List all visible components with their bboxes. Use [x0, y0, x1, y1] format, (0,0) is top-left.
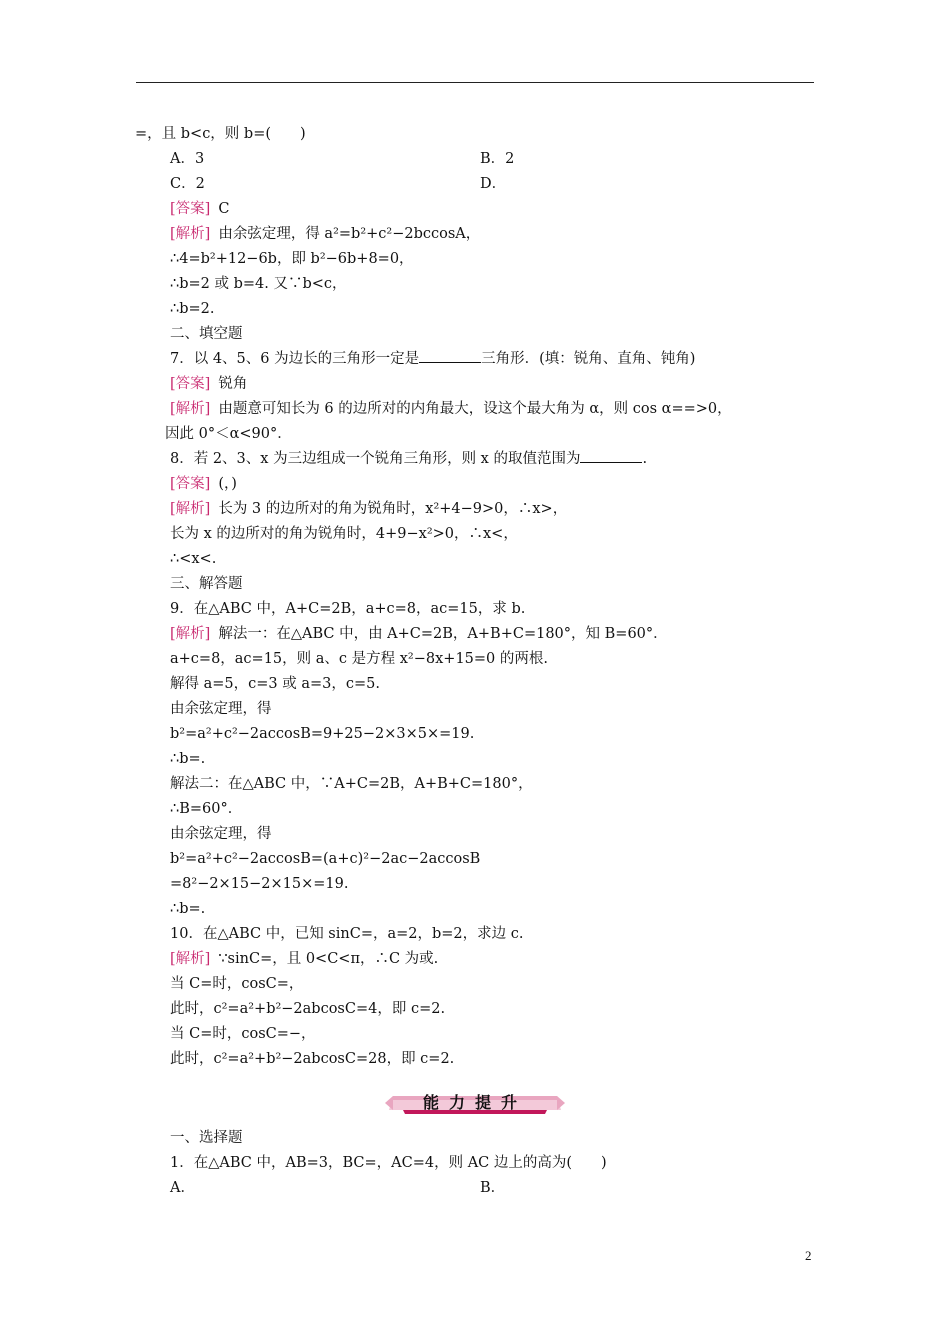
- text-line: 因此 0°＜α<90°．: [165, 426, 292, 442]
- answer-tag: [答案]: [170, 376, 211, 392]
- analysis-tag: [解析]: [170, 401, 211, 417]
- text-line: ∴b=2 或 b=4. 又∵b<c，: [170, 276, 347, 292]
- answer-line: [答案] 锐角: [170, 376, 248, 392]
- text-line: =8²−2×15−2×15×=19.: [170, 876, 349, 892]
- section-heading: 三、解答题: [170, 576, 243, 592]
- option-a: A．: [170, 1180, 195, 1196]
- section-banner: [385, 1090, 565, 1116]
- text-line: 此时，c²=a²+b²−2abcosC=28，即 c=2.: [170, 1051, 455, 1067]
- section-heading: 二、填空题: [170, 326, 243, 342]
- text-line: a+c=8，ac=15，则 a、c 是方程 x²−8x+15=0 的两根.: [170, 651, 548, 667]
- option-a: A．3: [170, 151, 205, 167]
- text-line: 解得 a=5，c=3 或 a=3，c=5.: [170, 676, 380, 692]
- analysis-line: [解析] 长为 3 的边所对的角为锐角时，x²+4−9>0，∴x>，: [170, 501, 568, 517]
- analysis-line: [解析] 由余弦定理，得 a²=b²+c²−2bccosA，: [170, 226, 481, 242]
- answer-tag: [答案]: [170, 201, 211, 217]
- question-9: 9．在△ABC 中，A+C=2B，a+c=8，ac=15，求 b.: [170, 601, 526, 617]
- text-line: 解法二：在△ABC 中，∵A+C=2B，A+B+C=180°，: [170, 776, 533, 792]
- option-d: D．: [480, 176, 507, 192]
- option-row: [170, 174, 507, 194]
- analysis-tag: [解析]: [170, 626, 211, 642]
- answer-line: [答案] C: [170, 201, 230, 217]
- page-number: 2: [805, 1248, 812, 1263]
- option-b: B．: [480, 1180, 506, 1196]
- question-1: 1．在△ABC 中，AB=3，BC=，AC=4，则 AC 边上的高为( ): [170, 1155, 607, 1171]
- banner-title: 能力提升: [422, 1093, 527, 1112]
- section-heading: 一、选择题: [170, 1130, 243, 1146]
- question-10: 10．在△ABC 中，已知 sinC=，a=2，b=2，求边 c.: [170, 926, 524, 942]
- option-row: [170, 149, 515, 169]
- header-rule: [136, 82, 814, 83]
- text-line: 当 C=时，cosC=，: [170, 976, 304, 992]
- analysis-tag: [解析]: [170, 951, 211, 967]
- analysis-line: [解析] 解法一：在△ABC 中，由 A+C=2B，A+B+C=180°，知 B=60°．: [170, 626, 668, 642]
- fill-blank: [580, 449, 642, 463]
- text-line: b²=a²+c²−2accosB=9+25−2×3×5×=19.: [170, 726, 475, 742]
- option-row: [170, 1178, 506, 1198]
- text-line: ∴<x<.: [170, 551, 217, 567]
- text-line: 由余弦定理，得: [170, 826, 272, 842]
- option-b: B．2: [480, 151, 515, 167]
- text-line: 此时，c²=a²+b²−2abcosC=4，即 c=2.: [170, 1001, 446, 1017]
- text-line: 由余弦定理，得: [170, 701, 272, 717]
- text-line: ∴b=.: [170, 751, 206, 767]
- text-line: ∴B=60°．: [170, 801, 243, 817]
- option-c: C．2: [170, 176, 205, 192]
- text-line: ∴b=2.: [170, 301, 215, 317]
- text-line: b²=a²+c²−2accosB=(a+c)²−2ac−2accosB: [170, 851, 481, 867]
- analysis-tag: [解析]: [170, 226, 211, 242]
- answer-tag: [答案]: [170, 476, 211, 492]
- text-line: 当 C=时，cosC=−，: [170, 1026, 316, 1042]
- analysis-line: [解析] ∵sinC=，且 0<C<π，∴C 为或.: [170, 951, 439, 967]
- analysis-line: [解析] 由题意可知长为 6 的边所对的内角最大，设这个最大角为 α，则 cos α==>0，: [170, 401, 732, 417]
- question-8: 8．若 2、3、x 为三边组成一个锐角三角形，则 x 的取值范围为 .: [170, 451, 648, 467]
- fill-blank: [419, 349, 481, 363]
- text-line: ∴b=.: [170, 901, 206, 917]
- answer-line: [答案] (，): [170, 476, 237, 492]
- text-line: 长为 x 的边所对的角为锐角时，4+9−x²>0，∴x<，: [170, 526, 518, 542]
- analysis-tag: [解析]: [170, 501, 211, 517]
- question-7: 7．以 4、5、6 为边长的三角形一定是 三角形．(填：锐角、直角、钝角): [170, 351, 696, 367]
- text-line: ∴4=b²+12−6b，即 b²−6b+8=0，: [170, 251, 414, 267]
- text-line: =，且 b<c，则 b=( ): [135, 126, 306, 142]
